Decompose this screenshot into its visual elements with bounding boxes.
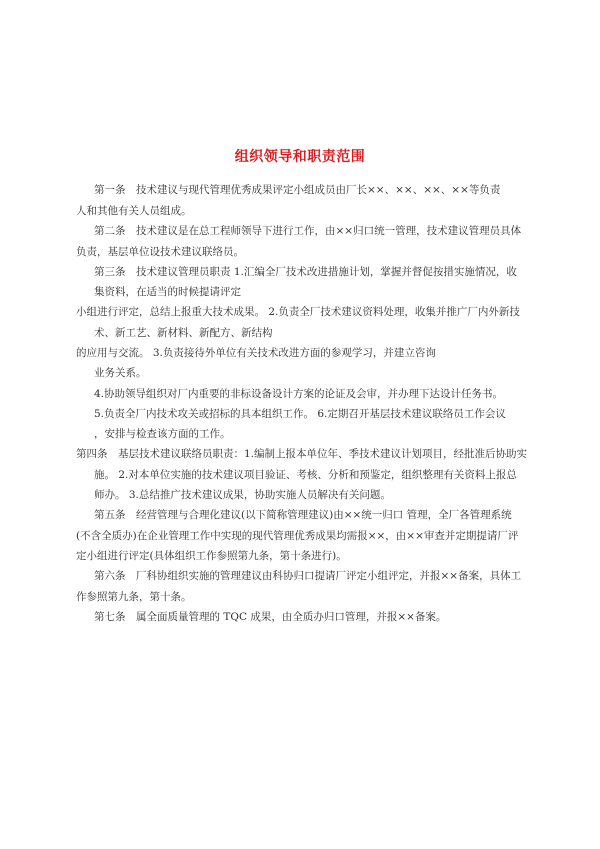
text-line: ，安排与检查该方面的工作。 (94, 428, 231, 440)
text-line: 4.协助领导组织对厂内重要的非标设备设计方案的论证及会审，并办理下达设计任务书。 (94, 388, 504, 400)
text-line: 第二条 技术建议是在总工程师领导下进行工作，由××归口统一管理，技术建议管理员具体 (94, 225, 522, 237)
document-title: 组织领导和职责范围 (234, 149, 366, 165)
text-line: 术、新工艺、新材料、新配方、新结构 (94, 327, 273, 339)
text-line: 第三条 技术建议管理员职责 1.汇编全厂技术改进措施计划，掌握并督促按措实施情况，收 (94, 266, 517, 278)
text-line: 第五条 经营管理与合理化建议(以下简称管理建议)由××统一归口 管理，全厂各管理系统 (94, 509, 512, 521)
text-line: 的应用与交流。 3.负责接待外单位有关技术改进方面的参观学习，并建立咨询 (76, 347, 436, 359)
text-line: 施。 2.对本单位实施的技术建议项目验证、考核、分析和预鉴定，组织整理有关资料上报总 (94, 469, 517, 481)
text-line: 定小组进行评定(具体组织工作参照第九条，第十条进行)。 (76, 550, 347, 562)
text-line: 第六条 厂科协组织实施的管理建议由科协归口提请厂评定小组评定，并报××备案，具体工 (94, 570, 522, 582)
text-line: 第七条 属全面质量管理的 TQC 成果，由全质办归口管理，并报××备案。 (94, 611, 447, 623)
text-line: 小组进行评定，总结上报重大技术成果。 2.负责全厂技术建议资料处理，收集并推广厂内外新技 (76, 306, 520, 318)
text-line: 集资料，在适当的时候提请评定 (94, 286, 241, 298)
text-line: 第四条 基层技术建议联络员职责：1.编制上报本单位年、季技术建议计划项目，经批准后协助实 (76, 448, 528, 460)
text-line: 师办。 3.总结推广技术建议成果，协助实施人员解决有关问题。 (94, 489, 391, 501)
text-line: 第一条 技术建议与现代管理优秀成果评定小组成员由厂长××、××、××、××等负责 (94, 184, 501, 196)
text-line: (不含全质办)在企业管理工作中实现的现代管理优秀成果均需报××，由××审查并定期提请厂评 (76, 530, 519, 542)
text-line: 业务关系。 (94, 367, 147, 379)
text-line: 负责，基层单位设技术建议联络员。 (76, 246, 244, 258)
text-line: 作参照第九条，第十条。 (76, 591, 192, 603)
text-line: 人和其他有关人员组成。 (76, 205, 192, 217)
text-line: 5.负责全厂内技术攻关或招标的具本组织工作。 6.定期召开基层技术建议联络员工作会议 (94, 408, 506, 420)
